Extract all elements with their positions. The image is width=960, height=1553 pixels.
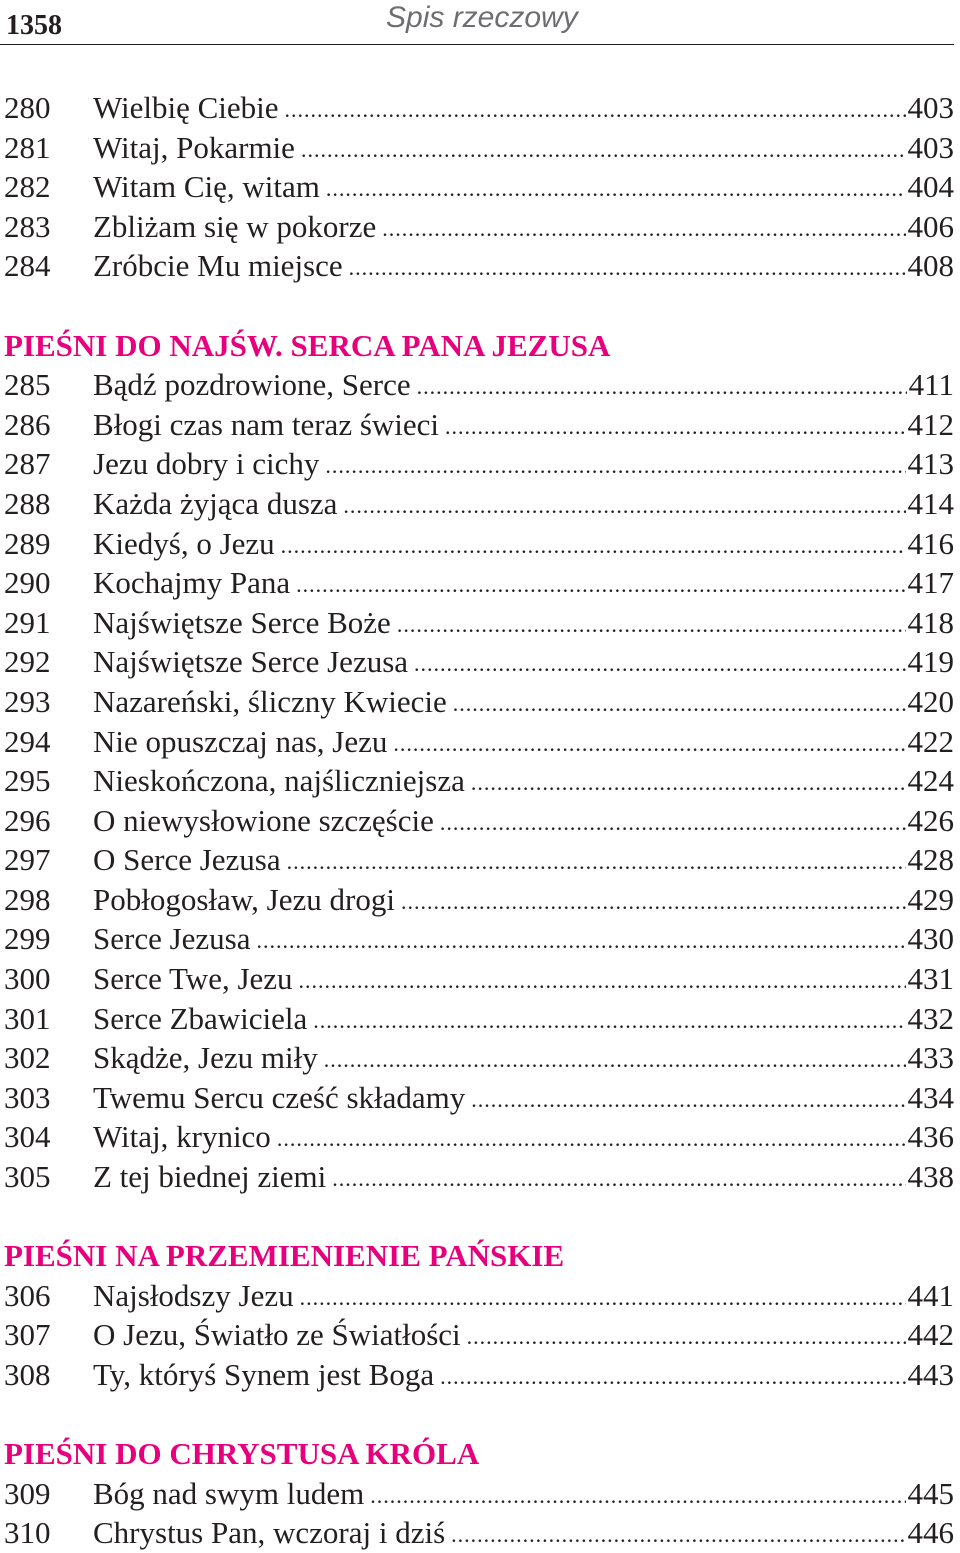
toc-entry [0,761,954,801]
song-title: Skądże, Jezu miły [93,1040,318,1076]
song-title: Witaj, Pokarmie [93,129,295,165]
dot-leader [326,178,906,200]
entry-line [93,1474,954,1514]
entry-line [93,999,954,1039]
dot-leader [332,1168,905,1190]
page-reference: 438 [907,1159,954,1195]
song-title: Najsłodszy Jezu [93,1277,294,1313]
song-number: 291 [4,604,51,640]
song-number: 302 [4,1040,51,1076]
song-title: Najświętsze Serce Boże [93,604,391,640]
song-number: 284 [4,248,51,284]
entry-line [93,484,954,524]
entry-line [93,405,954,445]
entry-line [93,722,954,762]
toc-entry [0,1117,954,1157]
page-reference: 445 [907,1475,954,1511]
page-reference: 428 [907,842,954,878]
song-title: Witaj, krynico [93,1119,271,1155]
dot-leader [453,693,906,715]
toc-entry [0,801,954,841]
song-title: Z tej biednej ziemi [93,1159,327,1195]
song-number: 304 [4,1119,51,1155]
entry-line [93,207,954,247]
song-number: 306 [4,1277,51,1313]
entry-line [93,642,954,682]
dot-leader [277,1128,906,1150]
song-number: 299 [4,921,51,957]
page-reference: 411 [908,367,954,403]
entry-line [93,167,954,207]
toc-entry [0,365,954,405]
toc-entry [0,603,954,643]
toc-entry [0,722,954,762]
dot-leader [440,812,906,834]
song-number: 280 [4,90,51,125]
song-number: 308 [4,1357,51,1392]
page-reference: 434 [907,1079,954,1115]
toc-entry [0,642,954,682]
entry-line [93,128,954,168]
entry-line [93,761,954,801]
song-number: 292 [4,644,51,680]
page-number: 1358 [6,10,62,41]
page-reference: 443 [907,1357,954,1392]
dot-leader [296,574,905,596]
song-number: 298 [4,881,51,917]
song-title: Serce Jezusa [93,921,251,957]
song-title: Bądź pozdrowione, Serce [93,367,411,403]
song-title: Serce Zbawiciela [93,1000,308,1036]
toc-entry [0,840,954,880]
dot-leader [445,416,905,438]
toc-entry [0,444,954,484]
page-reference: 403 [907,90,954,125]
toc-entry [0,959,954,999]
song-number: 305 [4,1159,51,1195]
toc-entry [0,682,954,722]
song-title: Zbliżam się w pokorze [93,208,377,244]
entry-line [93,246,954,286]
song-title: Nazareński, śliczny Kwiecie [93,683,447,719]
dot-leader [300,1287,906,1309]
entry-line [93,1276,954,1316]
song-number: 294 [4,723,51,759]
page-reference: 420 [907,683,954,719]
song-number: 300 [4,961,51,997]
toc-entry [0,405,954,445]
song-title: O Serce Jezusa [93,842,281,878]
toc-entry [0,246,954,286]
page-reference: 446 [907,1515,954,1551]
dot-leader [349,257,906,279]
toc-entry [0,207,954,247]
dot-leader [301,139,906,161]
toc-entry [0,524,954,564]
page-reference: 441 [907,1277,954,1313]
song-title: Bóg nad swym ludem [93,1475,365,1511]
entry-line [93,563,954,603]
song-number: 293 [4,683,51,719]
song-number: 289 [4,525,51,561]
song-number: 309 [4,1475,51,1511]
entry-line [93,444,954,484]
song-title: Serce Twe, Jezu [93,961,293,997]
entry-line [93,88,954,128]
toc-entry [0,1315,954,1355]
song-number: 296 [4,802,51,838]
dot-leader [324,1049,906,1071]
dot-leader [281,535,906,557]
toc-entry [0,880,954,920]
song-number: 290 [4,565,51,601]
toc-entry [0,167,954,207]
dot-leader [471,1089,905,1111]
song-title: Jezu dobry i cichy [93,446,320,482]
section-heading: PIEŚNI DO NAJŚW. SERCA PANA JEZUSA [4,327,611,363]
song-title: Każda żyjąca dusza [93,485,338,521]
page-reference: 414 [907,485,954,521]
dot-leader [414,653,905,675]
toc-entry [0,919,954,959]
page-reference: 404 [907,169,954,205]
table-of-contents [0,88,954,1553]
dot-leader [397,614,906,636]
song-number: 301 [4,1000,51,1036]
page-reference: 431 [907,961,954,997]
song-number: 287 [4,446,51,482]
song-number: 307 [4,1317,51,1353]
dot-leader [417,376,907,398]
entry-line [93,801,954,841]
song-title: Witam Cię, witam [93,169,320,205]
section-spacer [0,1395,954,1435]
page-reference: 424 [907,763,954,799]
song-title: Ty, któryś Synem jest Boga [93,1357,435,1392]
song-title: Błogi czas nam teraz świeci [93,406,440,442]
page-reference: 412 [907,406,954,442]
dot-leader [440,1366,905,1388]
toc-entry [0,1276,954,1316]
dot-leader [287,851,906,873]
toc-entry [0,1078,954,1118]
entry-line [93,1038,954,1078]
section-heading: PIEŚNI NA PRZEMIENIENIE PAŃSKIE [4,1238,565,1274]
dot-leader [467,1326,906,1348]
song-title: Pobłogosław, Jezu drogi [93,881,395,917]
toc-entry [0,1157,954,1197]
entry-line [93,365,954,405]
toc-entry [0,563,954,603]
song-title: Zróbcie Mu miejsce [93,248,343,284]
page-reference: 436 [907,1119,954,1155]
page-reference: 419 [907,644,954,680]
dot-leader [313,1010,905,1032]
entry-line [93,959,954,999]
page-reference: 416 [907,525,954,561]
toc-entry [0,1355,954,1395]
entry-line [93,880,954,920]
song-number: 285 [4,367,51,403]
entry-line [93,919,954,959]
toc-entry [0,128,954,168]
page-reference: 430 [907,921,954,957]
page-reference: 432 [907,1000,954,1036]
song-number: 310 [4,1515,51,1551]
page-reference: 433 [907,1040,954,1076]
dot-leader [382,218,905,240]
page-reference: 429 [907,881,954,917]
song-number: 286 [4,406,51,442]
song-title: Najświętsze Serce Jezusa [93,644,409,680]
running-title: Spis rzeczowy [386,1,578,34]
entry-line [93,1513,954,1553]
toc-entry [0,1474,954,1514]
song-number: 288 [4,485,51,521]
entry-line [93,1315,954,1355]
song-title: Nieskończona, najśliczniejsza [93,763,465,799]
page-header [0,0,954,45]
entry-line [93,1157,954,1197]
page-reference: 422 [907,723,954,759]
section-heading: PIEŚNI DO CHRYSTUSA KRÓLA [4,1436,480,1472]
section-spacer [0,1197,954,1237]
song-title: Kiedyś, o Jezu [93,525,275,561]
page-reference: 408 [907,248,954,284]
dot-leader [451,1524,905,1546]
song-number: 295 [4,763,51,799]
section-spacer [0,286,954,326]
toc-entry [0,484,954,524]
dot-leader [257,930,906,952]
page-reference: 426 [907,802,954,838]
toc-entry [0,88,954,128]
song-number: 282 [4,169,51,205]
entry-line [93,682,954,722]
entry-line [93,1117,954,1157]
page-reference: 403 [907,129,954,165]
page-reference: 413 [907,446,954,482]
dot-leader [370,1485,905,1507]
entry-line [93,1355,954,1395]
song-title: O Jezu, Światło ze Światłości [93,1317,461,1353]
song-title: Kochajmy Pana [93,565,291,601]
dot-leader [343,495,905,517]
song-title: O niewysłowione szczęście [93,802,434,838]
song-title: Twemu Sercu cześć składamy [93,1079,466,1115]
song-title: Nie opuszczaj nas, Jezu [93,723,388,759]
song-title: Chrystus Pan, wczoraj i dziś [93,1515,446,1551]
dot-leader [401,891,906,913]
toc-entry [0,999,954,1039]
song-title: Wielbię Ciebie [93,90,279,125]
song-number: 281 [4,129,51,165]
dot-leader [471,772,906,794]
entry-line [93,840,954,880]
dot-leader [393,733,905,755]
page-reference: 442 [907,1317,954,1353]
page-reference: 418 [907,604,954,640]
song-number: 283 [4,208,51,244]
toc-entry [0,1513,954,1553]
dot-leader [285,99,906,121]
page-reference: 417 [907,565,954,601]
page-reference: 406 [907,208,954,244]
entry-line [93,1078,954,1118]
dot-leader [299,970,906,992]
song-number: 297 [4,842,51,878]
toc-entry [0,1038,954,1078]
song-number: 303 [4,1079,51,1115]
entry-line [93,603,954,643]
dot-leader [325,455,905,477]
entry-line [93,524,954,564]
